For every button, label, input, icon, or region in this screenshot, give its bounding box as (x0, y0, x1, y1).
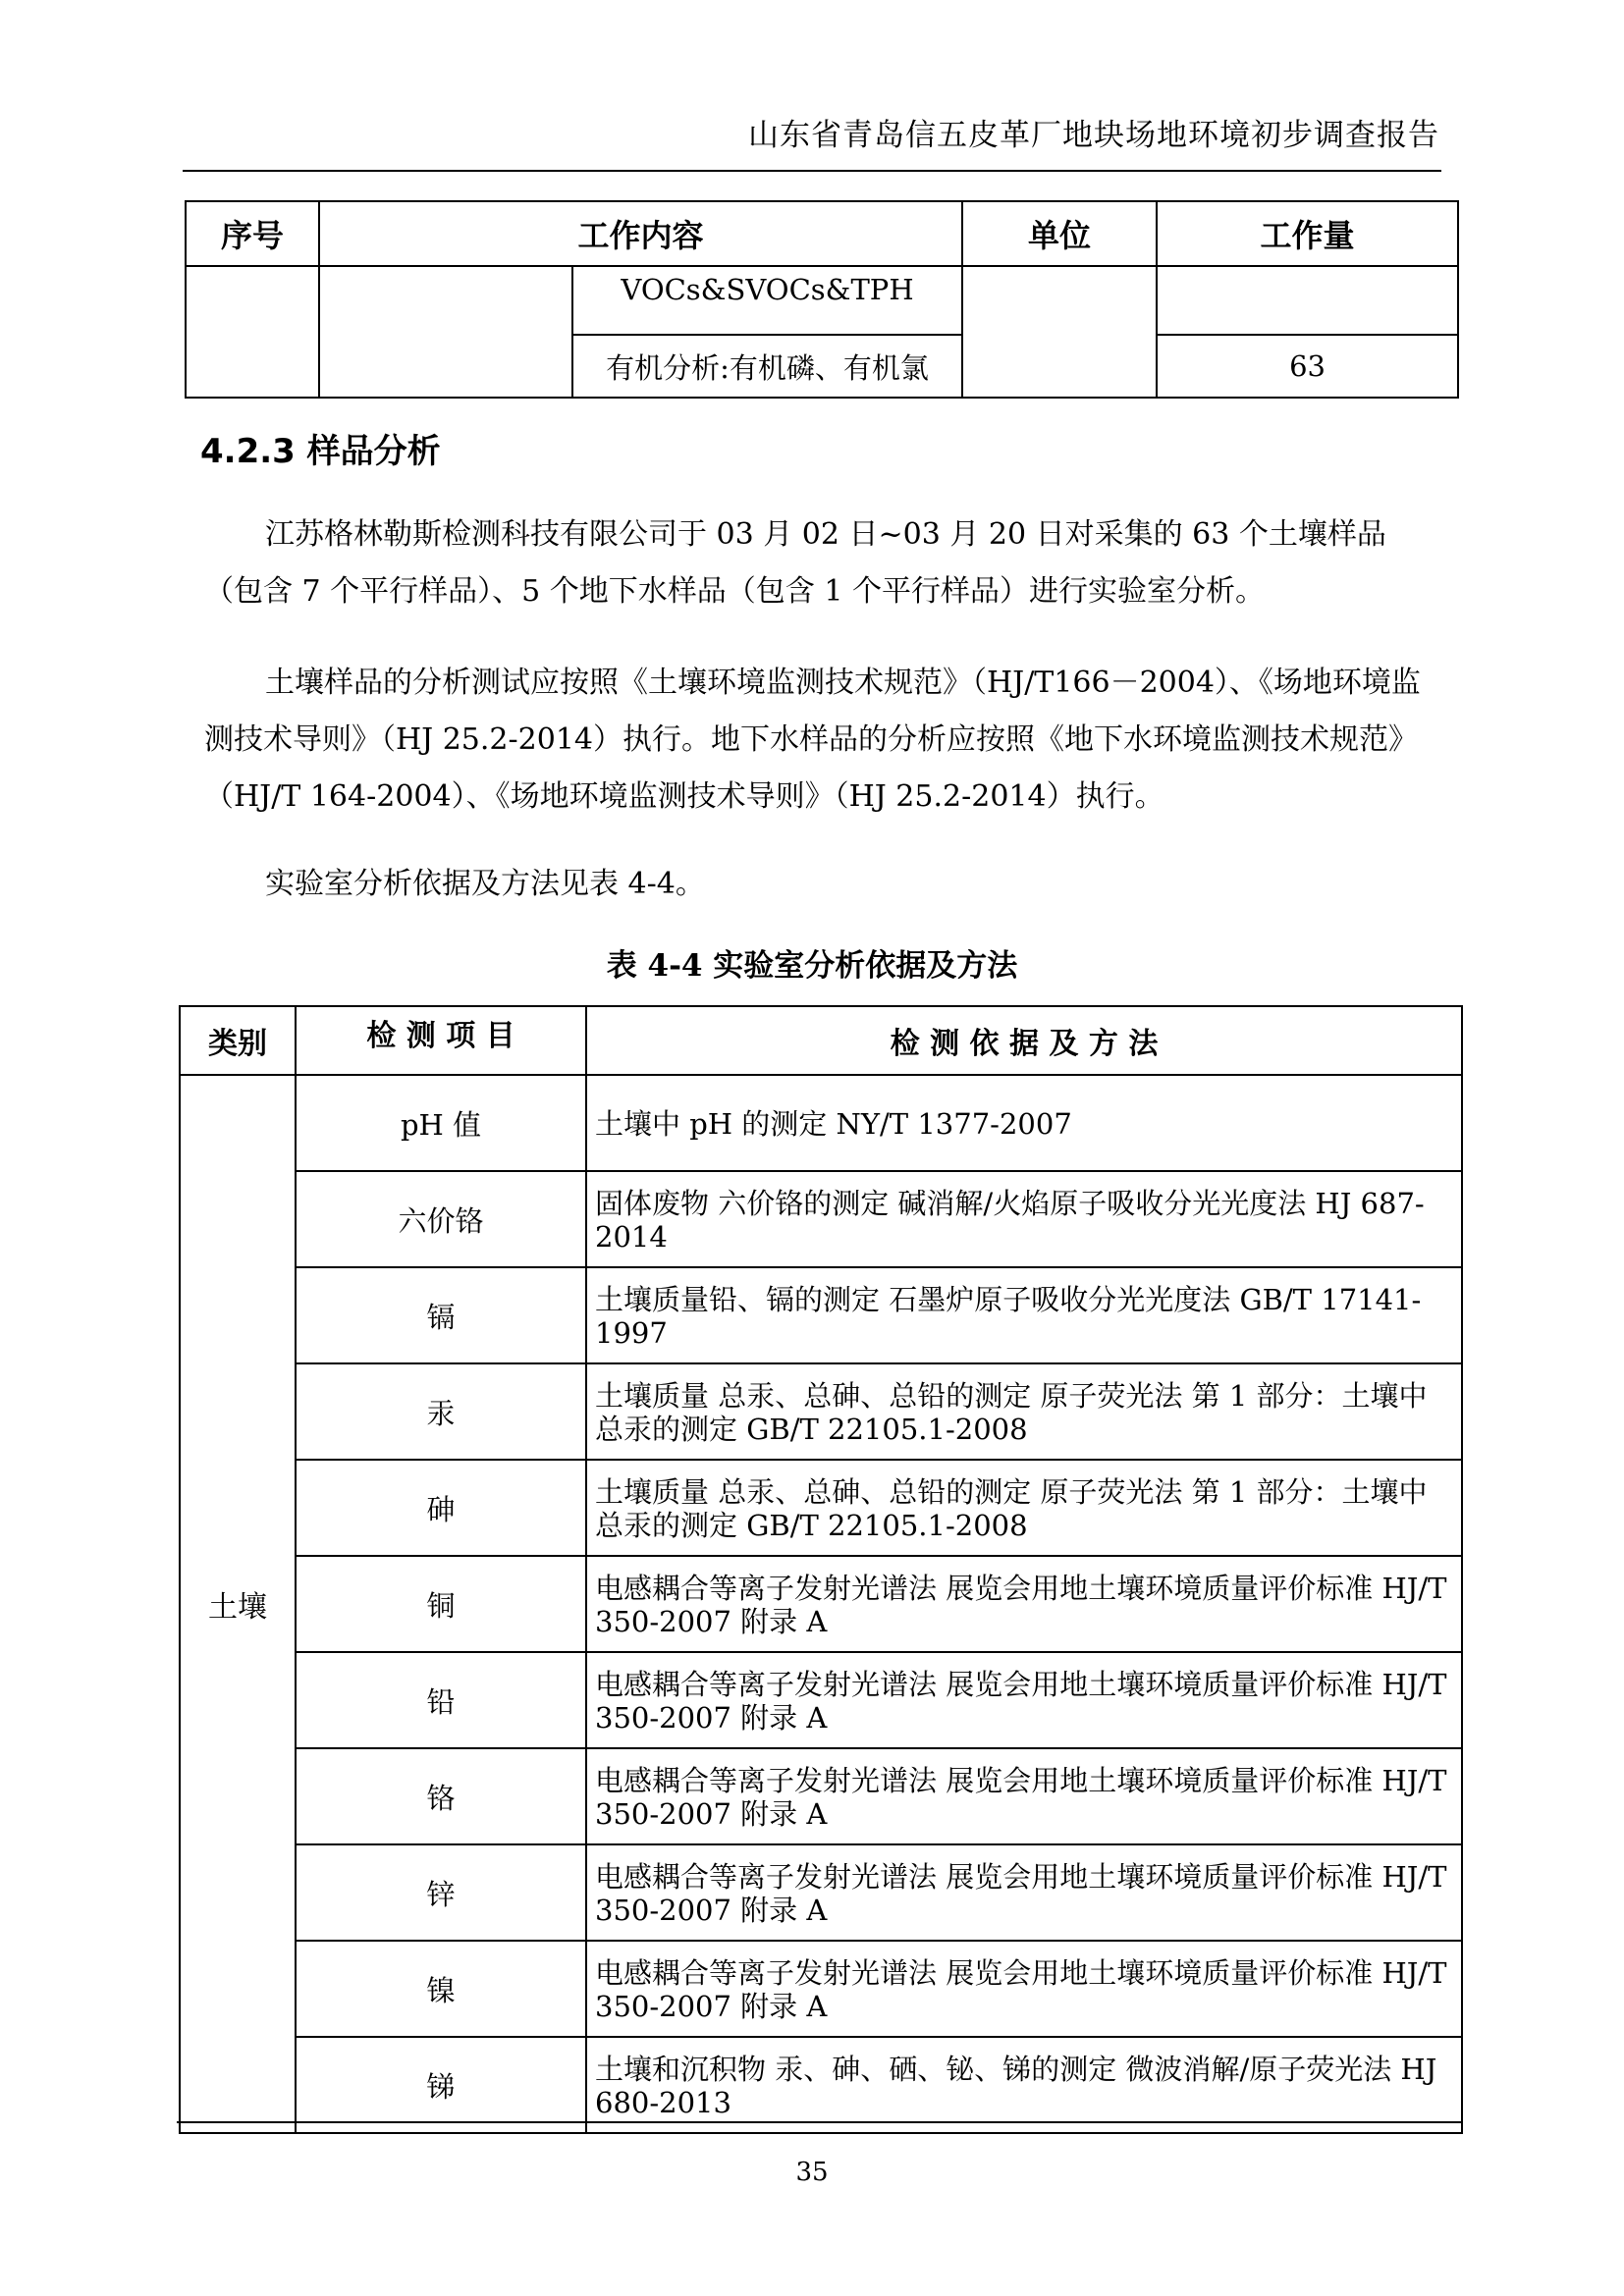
header-cell-item: 检 测 项 目 (296, 1006, 586, 1075)
section-heading: 4.2.3 样品分析 (200, 432, 441, 471)
workload-table (185, 200, 1459, 399)
category-cell: 土壤 (180, 1075, 296, 2133)
table-row (180, 1748, 1462, 1844)
table-row (180, 1460, 1462, 1556)
item-cell: pH 值 (296, 1075, 586, 1171)
table-row (180, 1363, 1462, 1460)
item-cell: 汞 (296, 1363, 586, 1460)
paragraph: 实验室分析依据及方法见表 4-4。 (265, 867, 705, 901)
table-bottom-rule (177, 2121, 1463, 2123)
method-cell: 固体废物 六价铬的测定 碱消解/火焰原子吸收分光光度法 HJ 687-2014 (586, 1171, 1462, 1267)
item-cell: 铬 (296, 1748, 586, 1844)
method-cell: 土壤中 pH 的测定 NY/T 1377-2007 (586, 1075, 1462, 1171)
method-cell: 电感耦合等离子发射光谱法 展览会用地土壤环境质量评价标准 HJ/T 350-2007 附录 A (586, 1556, 1462, 1652)
method-cell: 土壤质量 总汞、总砷、总铅的测定 原子荧光法 第 1 部分：土壤中总汞的测定 GB/T 22105.1-2008 (586, 1363, 1462, 1460)
table-row (180, 1556, 1462, 1652)
header-cell-content: 工作内容 (319, 201, 962, 266)
table-row (180, 1075, 1462, 1171)
table-row (180, 1171, 1462, 1267)
item-cell: 镉 (296, 1267, 586, 1363)
item-cell: 六价铬 (296, 1171, 586, 1267)
table-row (180, 2037, 1462, 2133)
content-main-cell (319, 266, 572, 398)
paragraph: 江苏格林勒斯检测科技有限公司于 03 月 02 日~03 月 20 日对采集的 63 个土壤样品（包含 7 个平行样品）、5 个地下水样品（包含 1 个平行样品）进行实验室分析。 (204, 517, 1386, 609)
table-header-row (180, 1006, 1462, 1075)
item-cell: 铜 (296, 1556, 586, 1652)
table-row (180, 1844, 1462, 1941)
item-cell: 铅 (296, 1652, 586, 1748)
item-cell: 锑 (296, 2037, 586, 2133)
item-cell: 锌 (296, 1844, 586, 1941)
method-cell: 土壤质量铅、镉的测定 石墨炉原子吸收分光光度法 GB/T 17141-1997 (586, 1267, 1462, 1363)
item-cell: 砷 (296, 1460, 586, 1556)
method-cell: 电感耦合等离子发射光谱法 展览会用地土壤环境质量评价标准 HJ/T 350-2007 附录 A (586, 1652, 1462, 1748)
paragraph: 土壤样品的分析测试应按照《土壤环境监测技术规范》（HJ/T166－2004）、《场地环境监测技术导则》（HJ 25.2-2014）执行。地下水样品的分析应按照《地下水环境监测技术规范》（HJ/T 164-2004）、《场地环境监测技术导则》（HJ 25.2-2014）执行。 (204, 666, 1421, 814)
header-cell-amount: 工作量 (1157, 201, 1458, 266)
table-row (180, 1267, 1462, 1363)
header-cell-category: 类别 (180, 1006, 296, 1075)
unit-cell (962, 266, 1157, 398)
table-caption: 表 4-4 实验室分析依据及方法 (606, 948, 1018, 984)
table-row (180, 1652, 1462, 1748)
amount-cell: 63 (1157, 335, 1458, 398)
report-title: 山东省青岛信五皮革厂地块场地环境初步调查报告 (748, 118, 1439, 153)
method-cell: 电感耦合等离子发射光谱法 展览会用地土壤环境质量评价标准 HJ/T 350-2007 附录 A (586, 1844, 1462, 1941)
method-cell: 土壤质量 总汞、总砷、总铅的测定 原子荧光法 第 1 部分：土壤中总汞的测定 GB/T 22105.1-2008 (586, 1460, 1462, 1556)
header-divider (183, 170, 1441, 172)
method-cell: 土壤和沉积物 汞、砷、硒、铋、锑的测定 微波消解/原子荧光法 HJ 680-2013 (586, 2037, 1462, 2133)
content-sub-cell: VOCs&SVOCs&TPH (572, 266, 962, 335)
item-cell: 镍 (296, 1941, 586, 2037)
method-cell: 电感耦合等离子发射光谱法 展览会用地土壤环境质量评价标准 HJ/T 350-2007 附录 A (586, 1748, 1462, 1844)
table-row (180, 1941, 1462, 2037)
method-cell: 电感耦合等离子发射光谱法 展览会用地土壤环境质量评价标准 HJ/T 350-2007 附录 A (586, 1941, 1462, 2037)
header-cell-unit: 单位 (962, 201, 1157, 266)
table-row (186, 266, 1458, 335)
header-cell-method: 检 测 依 据 及 方 法 (586, 1006, 1462, 1075)
content-sub-cell: 有机分析:有机磷、有机氯 (572, 335, 962, 398)
method-table (179, 1005, 1463, 2134)
amount-cell (1157, 266, 1458, 335)
page-number: 35 (795, 2158, 829, 2187)
header-cell-index: 序号 (186, 201, 319, 266)
table-header-row (186, 201, 1458, 266)
index-cell (186, 266, 319, 398)
